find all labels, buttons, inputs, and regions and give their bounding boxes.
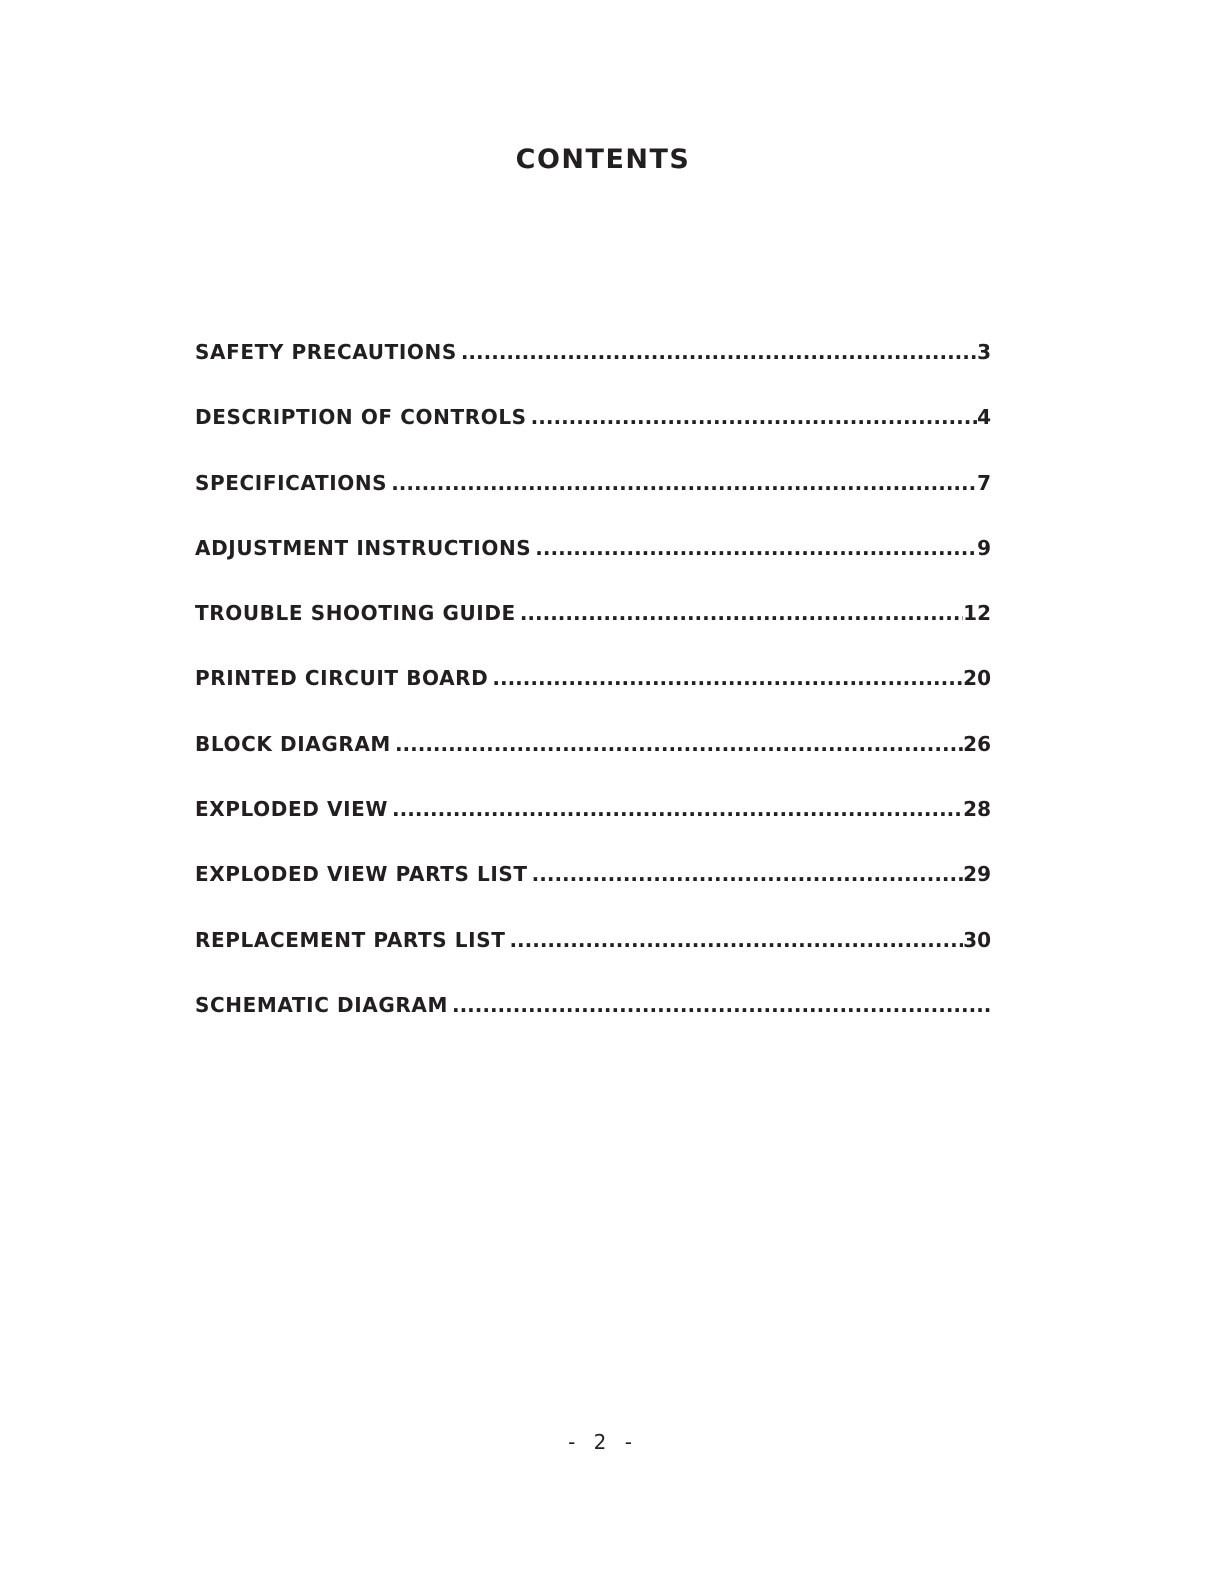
toc-entry-exploded-view-parts-list[interactable] [195,862,991,927]
toc-dot-leader [395,732,963,756]
toc-entry-title: DESCRIPTION OF CONTROLS [195,405,527,430]
toc-dot-leader [492,666,963,690]
toc-entry-title: SPECIFICATIONS [195,470,388,495]
toc-entry-exploded-view[interactable] [195,797,991,862]
toc-entry-page: 26 [963,731,991,756]
toc-entry-page: 3 [977,340,991,364]
toc-dot-leader [391,471,977,495]
page-number: - 2 - [568,1430,638,1454]
toc-entry-safety-precautions[interactable] [195,340,991,405]
toc-dot-leader [531,405,977,429]
toc-entry-page: 28 [963,797,991,822]
toc-entry-block-diagram[interactable] [195,732,991,797]
toc-dot-leader [535,536,977,560]
toc-dot-leader [532,862,964,886]
toc-entry-title: SAFETY PRECAUTIONS [195,340,457,364]
toc-entry-title: ADJUSTMENT INSTRUCTIONS [195,535,532,560]
toc-entry-trouble-shooting-guide[interactable] [195,601,991,666]
toc-entry-description-of-controls[interactable] [195,405,991,470]
toc-entry-title: TROUBLE SHOOTING GUIDE [195,601,516,626]
toc-entry-page: 7 [977,470,991,495]
table-of-contents [195,340,991,1058]
toc-entry-title: EXPLODED VIEW PARTS LIST [195,862,528,887]
toc-entry-title: PRINTED CIRCUIT BOARD [195,666,489,691]
toc-entry-schematic-diagram[interactable] [195,993,991,1058]
toc-entry-title: SCHEMATIC DIAGRAM [195,992,448,1017]
page-title: CONTENTS [515,144,691,175]
toc-entry-page: 29 [963,862,991,887]
toc-entry-title: BLOCK DIAGRAM [195,731,391,756]
toc-entry-adjustment-instructions[interactable] [195,536,991,601]
toc-dot-leader [509,928,963,952]
toc-entry-title: REPLACEMENT PARTS LIST [195,927,506,952]
toc-entry-page: 4 [977,405,991,430]
toc-dot-leader [452,993,991,1017]
toc-dot-leader [461,340,977,364]
toc-entry-page: 20 [963,666,991,691]
toc-entry-page: 30 [963,927,991,952]
toc-entry-title: EXPLODED VIEW [195,797,389,822]
toc-entry-printed-circuit-board[interactable] [195,666,991,731]
toc-entry-specifications[interactable] [195,471,991,536]
toc-dot-leader [520,601,963,625]
toc-entry-page: 12 [963,601,991,626]
toc-dot-leader [392,797,963,821]
toc-entry-page: 9 [977,535,991,560]
toc-entry-replacement-parts-list[interactable] [195,928,991,993]
